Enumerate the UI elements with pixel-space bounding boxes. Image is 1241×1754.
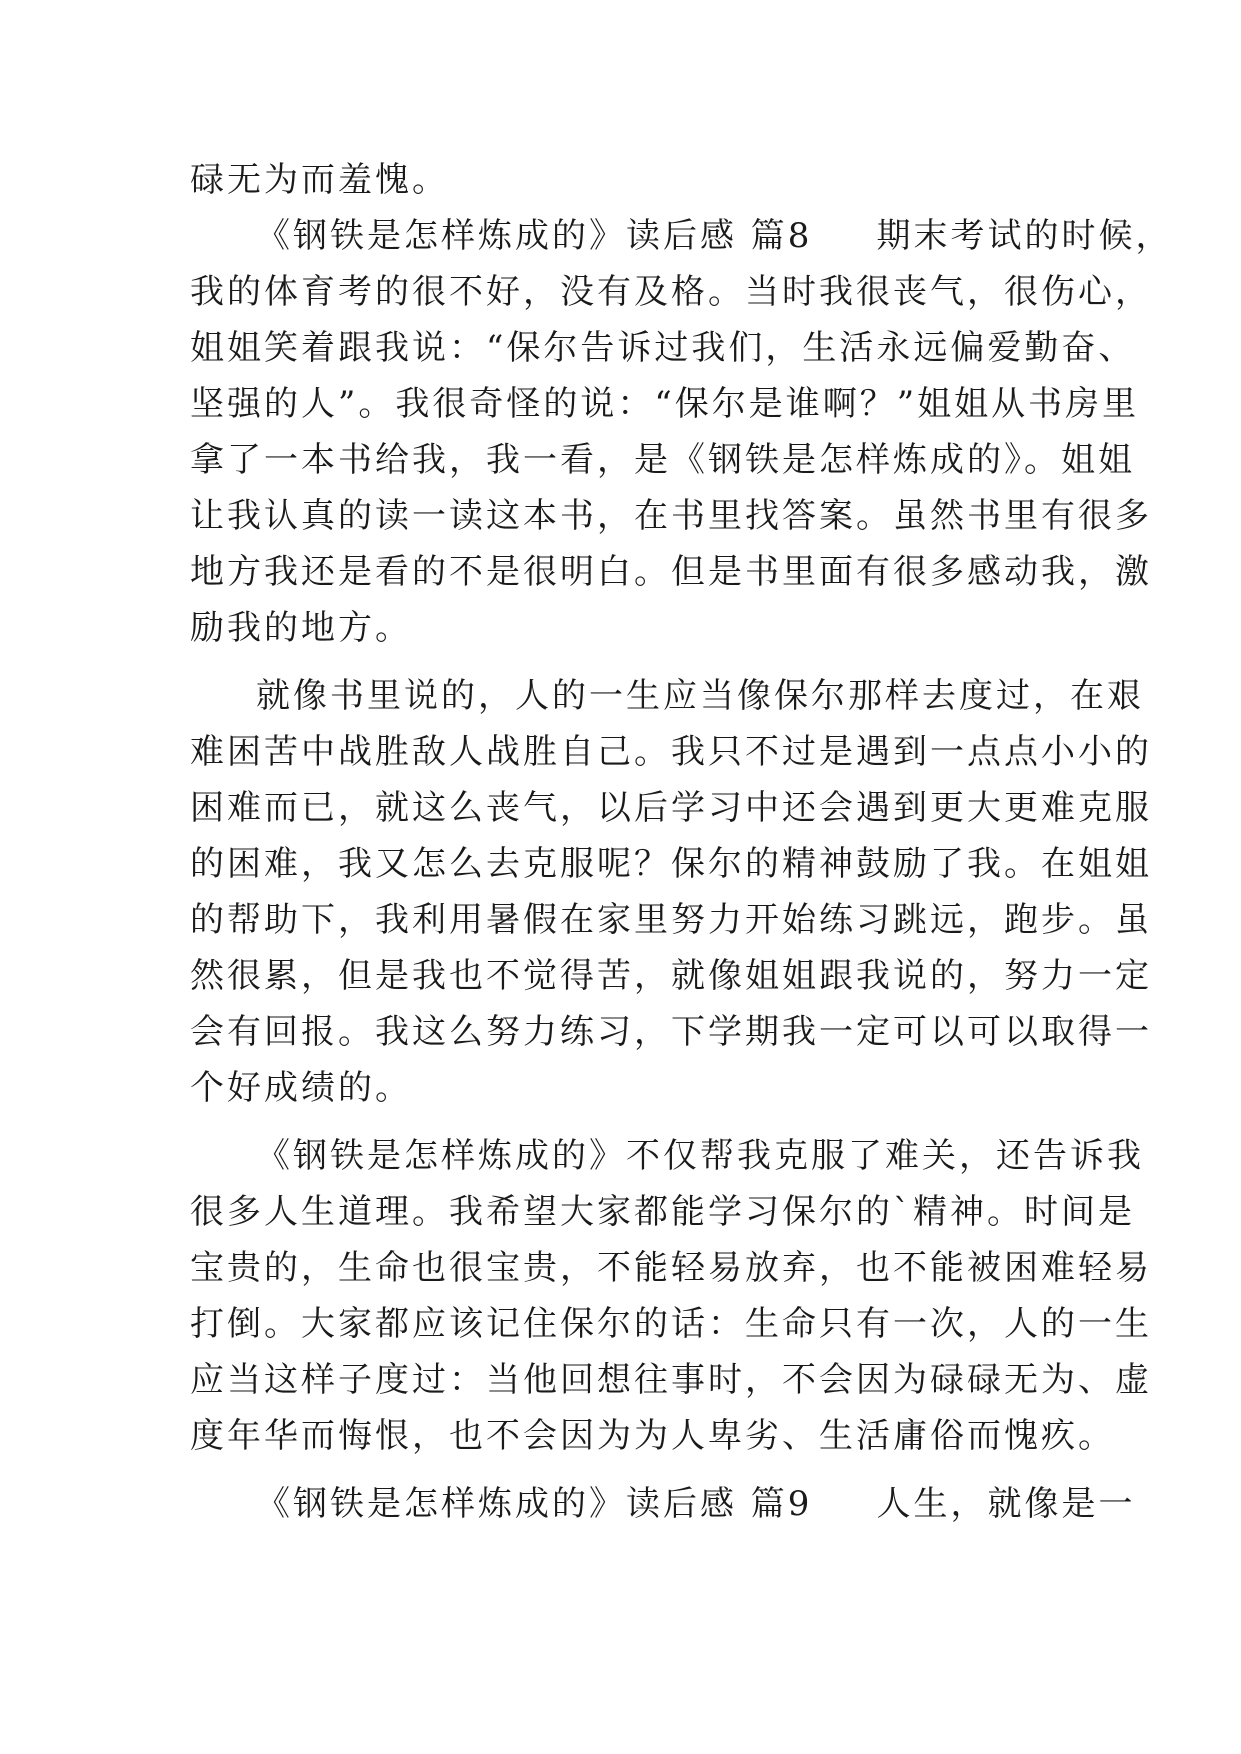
text-line: 姐姐笑着跟我说：“保尔告诉过我们，生活永远偏爱勤奋、 [190,328,1136,368]
text-line: 地方我还是看的不是很明白。但是书里面有很多感动我，激 [190,552,1152,592]
text-line: 个好成绩的。 [190,1068,412,1108]
text-line: 就像书里说的，人的一生应当像保尔那样去度过，在艰 [256,676,1144,716]
text-run: 期末考试的时候， [876,216,1173,256]
text-line: 度年华而悔恨，也不会因为为人卑劣、生活庸俗而愧疚。 [190,1416,1115,1456]
text-line: 《钢铁是怎样炼成的》不仅帮我克服了难关，还告诉我 [256,1136,1144,1176]
text-line: 坚强的人”。我很奇怪的说：“保尔是谁啊？”姐姐从书房里 [190,384,1140,424]
text-line: 宝贵的，生命也很宝贵，不能轻易放弃，也不能被困难轻易 [190,1248,1152,1288]
text-line: 难困苦中战胜敌人战胜自己。我只不过是遇到一点点小小的 [190,732,1152,772]
text-line: 的困难，我又怎么去克服呢？保尔的精神鼓励了我。在姐姐 [190,844,1152,884]
text-line: 励我的地方。 [190,608,412,648]
text-line: 的帮助下，我利用暑假在家里努力开始练习跳远，跑步。虽 [190,900,1152,940]
text-line: 打倒。大家都应该记住保尔的话：生命只有一次，人的一生 [190,1304,1152,1344]
text-line: 拿了一本书给我，我一看，是《钢铁是怎样炼成的》。姐姐 [190,440,1135,480]
heading-text: 《钢铁是怎样炼成的》读后感 篇8 [256,216,813,256]
section-heading-9 [0,1474,1241,1534]
text-line: 让我认真的读一读这本书，在书里找答案。虽然书里有很多 [190,496,1152,536]
text-line: 然很累，但是我也不觉得苦，就像姐姐跟我说的，努力一定 [190,956,1152,996]
text-line: 很多人生道理。我希望大家都能学习保尔的`精神。时间是 [190,1192,1135,1232]
text-line: 困难而已，就这么丧气，以后学习中还会遇到更大更难克服 [190,788,1152,828]
text-line: 碌无为而羞愧。 [190,160,449,200]
heading-text: 《钢铁是怎样炼成的》读后感 篇9 [256,1484,813,1524]
text-line: 应当这样子度过：当他回想往事时，不会因为碌碌无为、虚 [190,1360,1152,1400]
text-line: 我的体育考的很不好，没有及格。当时我很丧气，很伤心， [190,272,1152,312]
section-heading-8 [0,206,1241,266]
text-run: 人生，就像是一 [876,1484,1136,1524]
text-line: 会有回报。我这么努力练习，下学期我一定可以可以取得一 [190,1012,1152,1052]
